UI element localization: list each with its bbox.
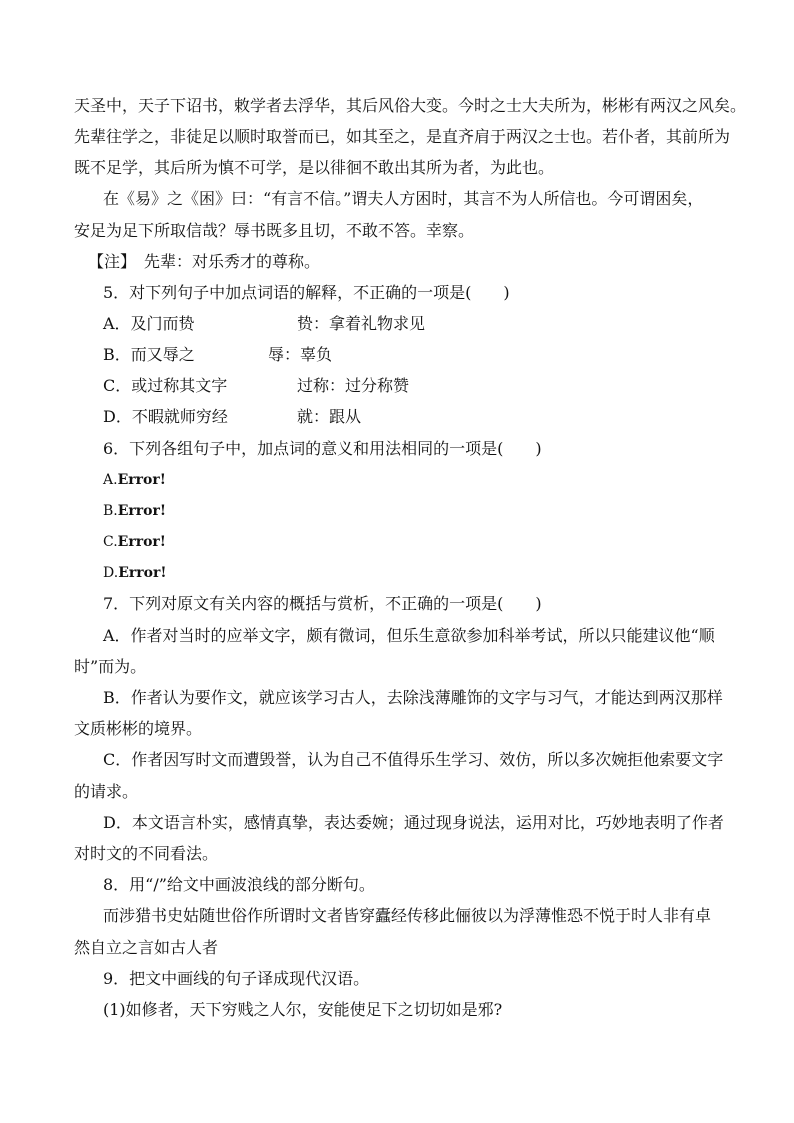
question-8-stem: 8．用“/”给文中画波浪线的部分断句。 <box>103 875 375 894</box>
question-5-stem: 5．对下列句子中加点词语的解释，不正确的一项是( ) <box>103 283 510 302</box>
q5-option-a-explanation: 贽：拿着礼物求见 <box>297 314 426 333</box>
q6-option-a <box>103 470 166 490</box>
q6-option-b-label: B. <box>103 503 118 519</box>
question-6-stem: 6．下列各组句子中，加点词的意义和用法相同的一项是( ) <box>103 439 542 458</box>
q6-option-b-error: Error! <box>117 503 167 519</box>
q7-option-a-line-1: A．作者对当时的应举文字，颇有微词，但乐生意欲参加科举考试，所以只能建议他“顺 <box>103 626 715 645</box>
q5-option-a: A．及门而贽 <box>103 314 195 333</box>
question-9-stem: 9．把文中画线的句子译成现代汉语。 <box>103 969 370 988</box>
q6-option-d <box>103 563 166 583</box>
q7-option-c-line-2: 的请求。 <box>74 782 139 801</box>
q6-option-b <box>103 501 166 521</box>
q5-option-d-explanation: 就：跟从 <box>297 407 362 426</box>
q7-option-b-line-1: B．作者认为要作文，就应该学习古人，去除浅薄雕饰的文字与习气，才能达到两汉那样 <box>103 688 723 707</box>
q7-option-a-line-2: 时”而为。 <box>74 657 147 676</box>
passage-line-4: 在《易》之《困》曰：“有言不信。”谓夫人方困时，其言不为人所信也。今可谓困矣， <box>103 189 704 208</box>
q6-option-a-label: A. <box>103 472 118 488</box>
q7-option-d-line-1: D．本文语言朴实，感情真挚，表达委婉；通过现身说法，运用对比，巧妙地表明了作者 <box>103 813 724 832</box>
passage-line-3: 既不足学，其后所为慎不可学，是以徘徊不敢出其所为者，为此也。 <box>74 158 555 177</box>
annotation-note: 【注】 先辈：对乐秀才的尊称。 <box>88 252 321 271</box>
q6-option-d-label: D. <box>103 565 119 581</box>
q5-option-c: C．或过称其文字 <box>103 376 228 395</box>
passage-line-5: 安足为足下所取信哉？辱书既多且切，不敢不答。幸察。 <box>74 221 475 240</box>
q7-option-c-line-1: C．作者因写时文而遭毁誉，认为自己不值得乐生学习、效仿，所以多次婉拒他索要文字 <box>103 750 724 769</box>
q8-text-line-2: 然自立之言如古人者 <box>74 938 219 957</box>
passage-line-1: 天圣中，天子下诏书，敕学者去浮华，其后风俗大变。今时之士大夫所为，彬彬有两汉之风矣。 <box>74 96 747 115</box>
q6-option-c-error: Error! <box>117 534 166 550</box>
q8-text-line-1: 而涉猎书史姑随世俗作所谓时文者皆穿蠹经传移此俪彼以为浮薄惟恐不悦于时人非有卓 <box>103 906 712 925</box>
q7-option-d-line-2: 对时文的不同看法。 <box>74 844 219 863</box>
q6-option-a-error: Error! <box>117 472 166 488</box>
q5-option-d: D．不暇就师穷经 <box>103 407 228 426</box>
question-7-stem: 7．下列对原文有关内容的概括与赏析，不正确的一项是( ) <box>103 594 542 613</box>
q6-option-c-label: C. <box>103 534 118 550</box>
q7-option-b-line-2: 文质彬彬的境界。 <box>74 719 203 738</box>
q5-option-b-explanation: 辱：辜负 <box>268 345 333 364</box>
q5-option-c-explanation: 过称：过分称赞 <box>297 376 410 395</box>
passage-line-2: 先辈往学之，非徒足以顺时取誉而已，如其至之，是直齐肩于两汉之士也。若仆者，其前所为 <box>74 127 731 146</box>
q9-sentence-1: (1)如修者，天下穷贱之人尔，安能使足下之切切如是邪? <box>103 1000 503 1019</box>
q6-option-c <box>103 532 166 552</box>
q6-option-d-error: Error! <box>118 565 167 581</box>
q5-option-b: B．而又辱之 <box>103 345 195 364</box>
